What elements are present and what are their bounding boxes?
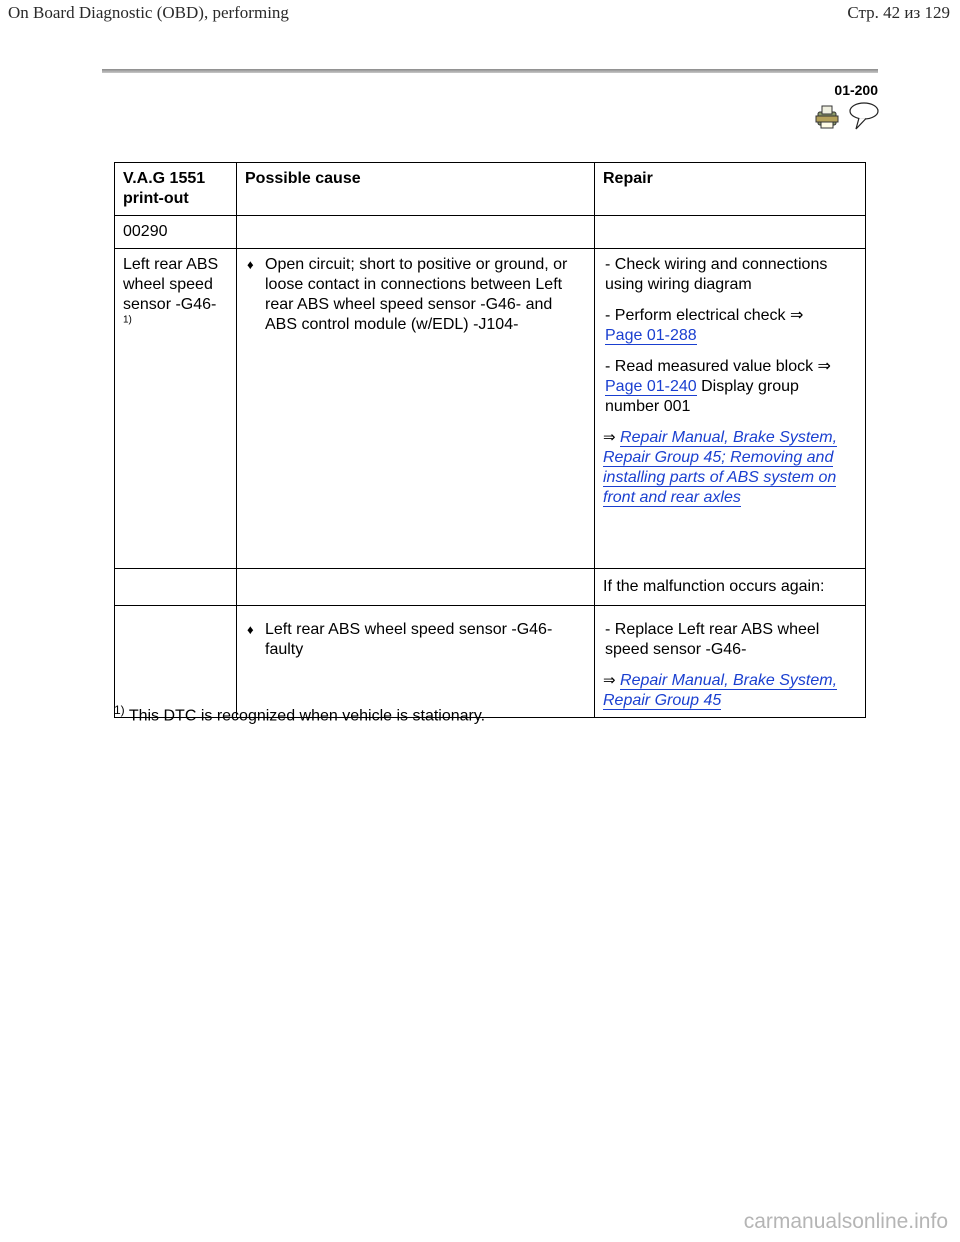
table-row [115, 216, 866, 249]
arrow-icon: ⇒ [603, 672, 616, 689]
document-title: On Board Diagnostic (OBD), performing [8, 3, 289, 22]
dtc-table [114, 162, 866, 718]
printer-icon[interactable] [816, 106, 838, 128]
table-row [115, 569, 866, 606]
repair-manual-reference-2 [603, 671, 857, 711]
link-repair-manual-group-45[interactable]: Repair Manual, Brake System, Repair Group 45 [603, 672, 838, 709]
repair-step-electrical-check: - Perform electrical check ⇒ Page 01-288 [605, 307, 804, 344]
dtc-code: 00290 [115, 216, 237, 249]
footnote-ref: 1) [123, 314, 132, 326]
cause-cell-2 [237, 606, 595, 718]
fault-name: Left rear ABS wheel speed sensor -G46- [123, 256, 219, 313]
speech-bubble-icon[interactable] [850, 103, 878, 129]
diamond-bullet-icon: ♦ [247, 257, 254, 272]
header-divider [102, 69, 878, 73]
repair-step-wiring: - Check wiring and connections using wiring diagram [605, 256, 828, 293]
repair-cell [595, 249, 866, 569]
repair-cell-2 [595, 606, 866, 718]
toolbar-icons [814, 102, 884, 132]
link-repair-manual-group-45-abs[interactable]: Repair Manual, Brake System, Repair Group 45; Removing and installing parts of ABS system on front and rear axles [603, 429, 838, 506]
header-possible-cause: Possible cause [237, 163, 595, 216]
table-row [115, 606, 866, 718]
header-vag-printout: V.A.G 1551 print-out [115, 163, 237, 216]
cause-text: Open circuit; short to positive or ground, or loose contact in connections between Left rear ABS wheel speed sensor -G46- and ABS control module (w/EDL) -J104- [265, 256, 568, 333]
footnote-mark: 1) [114, 703, 125, 717]
malfunction-again: If the malfunction occurs again: [595, 569, 866, 606]
repair-manual-reference [603, 428, 857, 508]
cause-cell [237, 249, 595, 569]
diamond-bullet-icon: ♦ [247, 622, 254, 637]
repair-step-replace-sensor: - Replace Left rear ABS wheel speed sensor -G46- [605, 621, 820, 658]
cause-text-2: Left rear ABS wheel speed sensor -G46- faulty [265, 621, 553, 658]
link-page-01-240[interactable]: Page 01-240 [605, 378, 697, 395]
link-page-01-288[interactable]: Page 01-288 [605, 327, 697, 344]
header-repair: Repair [595, 163, 866, 216]
watermark: carmanualsonline.info [743, 1210, 948, 1233]
arrow-icon: ⇒ [603, 429, 616, 446]
table-header-row [115, 163, 866, 216]
fault-name-cell [115, 249, 237, 569]
footnote [114, 703, 485, 725]
table-row [115, 249, 866, 569]
page-number: 01-200 [834, 82, 878, 98]
repair-step-measured-value: - Read measured value block ⇒ Page 01-240 Display group number 001 [605, 358, 831, 415]
footnote-text: This DTC is recognized when vehicle is stationary. [128, 707, 486, 725]
page-counter: Стр. 42 из 129 [847, 3, 950, 22]
